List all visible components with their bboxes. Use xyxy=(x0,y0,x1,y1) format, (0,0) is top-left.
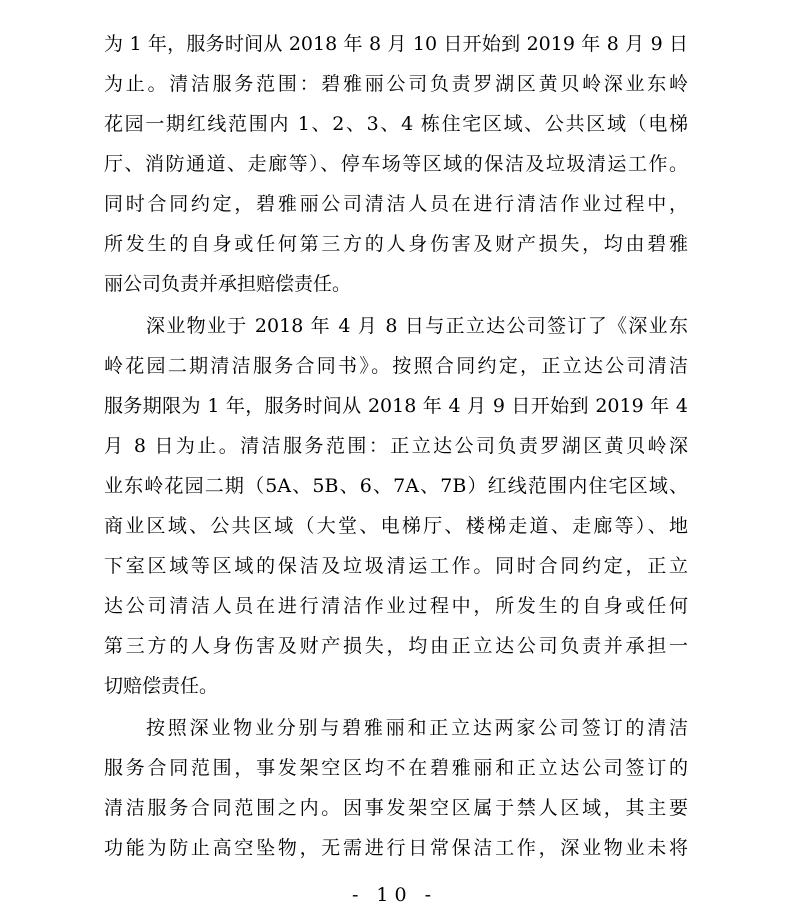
text-line: 商业区域、公共区域（大堂、电梯厅、楼梯走道、走廊等）、地 xyxy=(104,515,688,537)
text-line: 清洁服务合同范围之内。因事发架空区属于禁人区域，其主要 xyxy=(104,797,688,819)
text-line: 功能为防止高空坠物，无需进行日常保洁工作，深业物业未将 xyxy=(104,837,688,859)
text-line: 业东岭花园二期（5A、5B、6、7A、7B）红线范围内住宅区域、 xyxy=(104,475,688,497)
text-line: 按照深业物业分别与碧雅丽和正立达两家公司签订的清洁 xyxy=(146,717,688,739)
text-line: 服务期限为 1 年，服务时间从 2018 年 4 月 9 日开始到 2019 年 4 xyxy=(104,395,688,417)
text-line: 岭花园二期清洁服务合同书》。按照合同约定，正立达公司清洁 xyxy=(104,355,688,377)
page-number: - 10 - xyxy=(351,884,438,906)
text-line: 月 8 日为止。清洁服务范围：正立达公司负责罗湖区黄贝岭深 xyxy=(104,435,688,457)
text-line: 同时合同约定，碧雅丽公司清洁人员在进行清洁作业过程中， xyxy=(104,193,688,215)
text-line: 花园一期红线范围内 1、2、3、4 栋住宅区域、公共区域（电梯 xyxy=(104,113,688,135)
text-line: 第三方的人身伤害及财产损失，均由正立达公司负责并承担一 xyxy=(104,635,688,657)
text-line: 深业物业于 2018 年 4 月 8 日与正立达公司签订了《深业东 xyxy=(146,315,688,337)
text-line: 切赔偿责任。 xyxy=(104,675,219,697)
text-line: 服务合同范围，事发架空区均不在碧雅丽和正立达公司签订的 xyxy=(104,757,688,779)
text-line: 所发生的自身或任何第三方的人身伤害及财产损失，均由碧雅 xyxy=(104,233,688,255)
text-line: 为止。清洁服务范围：碧雅丽公司负责罗湖区黄贝岭深业东岭 xyxy=(104,73,688,95)
text-line: 厅、消防通道、走廊等）、停车场等区域的保洁及垃圾清运工作。 xyxy=(104,153,688,175)
text-line: 下室区域等区域的保洁及垃圾清运工作。同时合同约定，正立 xyxy=(104,555,688,577)
text-line: 为 1 年，服务时间从 2018 年 8 月 10 日开始到 2019 年 8 月 9 日 xyxy=(104,33,688,55)
text-line: 丽公司负责并承担赔偿责任。 xyxy=(104,273,352,295)
text-line: 达公司清洁人员在进行清洁作业过程中，所发生的自身或任何 xyxy=(104,595,688,617)
